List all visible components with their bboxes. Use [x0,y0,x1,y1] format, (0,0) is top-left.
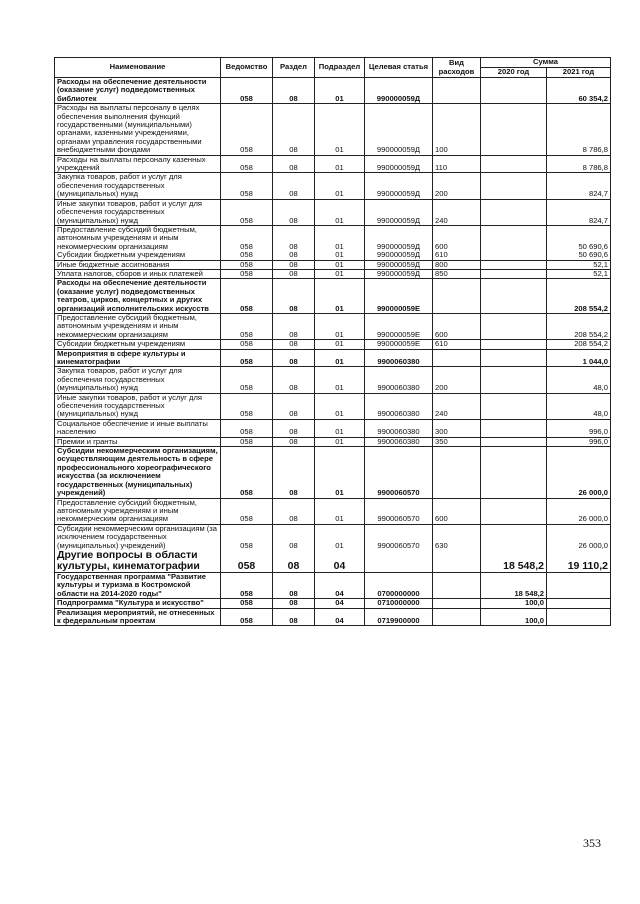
budget-sheet [54,57,611,626]
cell-subsection: 04 [315,572,365,598]
cell-section: 08 [273,572,315,598]
cell-target: 9900060380 [365,367,433,393]
cell-kind: 110 [433,155,481,173]
cell-dept: 058 [221,349,273,367]
cell-dept: 058 [221,447,273,498]
cell-dept: 058 [221,550,273,573]
cell-target: 0700000000 [365,572,433,598]
cell-name: Расходы на обеспечение деятельности (оказание услуг) подведомственных театров, цирков, концертных и других организаций исполнительских искусств [55,279,221,314]
cell-section: 08 [273,349,315,367]
cell-dept: 058 [221,155,273,173]
table-row [55,104,611,155]
cell-kind [433,279,481,314]
cell-subsection: 01 [315,393,365,419]
cell-dept: 058 [221,199,273,225]
cell-2021: 824,7 [547,173,611,199]
cell-2021: 26 000,0 [547,498,611,524]
cell-section: 08 [273,173,315,199]
cell-section: 08 [273,608,315,626]
cell-kind: 610 [433,340,481,349]
cell-kind: 240 [433,393,481,419]
cell-target [365,550,433,573]
header-2020: 2020 год [481,68,547,78]
table-row [55,550,611,573]
cell-dept: 058 [221,599,273,608]
cell-kind [433,447,481,498]
cell-2020 [481,104,547,155]
table-row [55,349,611,367]
cell-2020 [481,78,547,104]
cell-2020 [481,437,547,446]
cell-kind: 610 [433,251,481,260]
cell-dept: 058 [221,572,273,598]
cell-kind [433,608,481,626]
cell-kind [433,78,481,104]
cell-section: 08 [273,599,315,608]
cell-dept: 058 [221,340,273,349]
cell-kind: 600 [433,225,481,251]
cell-target: 990000059Е [365,279,433,314]
cell-section: 08 [273,340,315,349]
cell-2021: 1 044,0 [547,349,611,367]
cell-subsection: 01 [315,340,365,349]
cell-target: 9900060380 [365,437,433,446]
table-row [55,437,611,446]
cell-2021: 26 000,0 [547,524,611,550]
cell-name: Субсидии некоммерческим организациям (за исключением государственных (муниципальных) учреждений) [55,524,221,550]
cell-target: 990000059Д [365,78,433,104]
cell-kind: 600 [433,498,481,524]
cell-2021: 208 554,2 [547,340,611,349]
cell-target: 0710000000 [365,599,433,608]
cell-kind [433,572,481,598]
cell-target: 990000059Е [365,313,433,339]
table-row [55,225,611,251]
cell-2021: 824,7 [547,199,611,225]
cell-2020 [481,260,547,269]
cell-subsection: 01 [315,498,365,524]
cell-dept: 058 [221,393,273,419]
cell-kind: 200 [433,367,481,393]
cell-2020 [481,225,547,251]
cell-2020 [481,419,547,437]
cell-2021 [547,572,611,598]
cell-dept: 058 [221,173,273,199]
table-header [55,58,611,78]
header-target: Целевая статья [365,58,433,78]
cell-name: Уплата налогов, сборов и иных платежей [55,269,221,278]
cell-target: 990000059Д [365,251,433,260]
table-body [55,78,611,626]
table-row [55,447,611,498]
cell-2021: 26 000,0 [547,447,611,498]
cell-target: 9900060380 [365,419,433,437]
cell-section: 08 [273,437,315,446]
table-row [55,367,611,393]
cell-2021 [547,608,611,626]
cell-target: 990000059Д [365,269,433,278]
cell-subsection: 04 [315,550,365,573]
table-row [55,313,611,339]
cell-name: Закупка товаров, работ и услуг для обеспечения государственных (муниципальных) нужд [55,173,221,199]
cell-dept: 058 [221,313,273,339]
cell-target: 9900060570 [365,498,433,524]
cell-subsection: 01 [315,349,365,367]
table-row [55,251,611,260]
cell-2021: 52,1 [547,260,611,269]
header-dept: Ведомство [221,58,273,78]
cell-kind: 350 [433,437,481,446]
cell-kind: 200 [433,173,481,199]
cell-subsection: 01 [315,447,365,498]
cell-2020 [481,313,547,339]
cell-2021: 8 786,8 [547,104,611,155]
cell-target: 990000059Д [365,260,433,269]
cell-subsection: 01 [315,269,365,278]
cell-subsection: 01 [315,313,365,339]
cell-2020: 100,0 [481,608,547,626]
cell-section: 08 [273,225,315,251]
cell-target: 990000059Д [365,104,433,155]
table-row [55,498,611,524]
cell-2021: 8 786,8 [547,155,611,173]
cell-name: Реализация мероприятий, не отнесенных к федеральным проектам [55,608,221,626]
cell-dept: 058 [221,104,273,155]
cell-2020 [481,340,547,349]
cell-2021: 996,0 [547,419,611,437]
cell-name: Подпрограмма "Культура и искусство" [55,599,221,608]
header-section: Раздел [273,58,315,78]
cell-section: 08 [273,251,315,260]
cell-target: 990000059Д [365,155,433,173]
cell-dept: 058 [221,260,273,269]
cell-section: 08 [273,524,315,550]
cell-kind [433,599,481,608]
cell-section: 08 [273,550,315,573]
cell-dept: 058 [221,225,273,251]
cell-2021: 208 554,2 [547,279,611,314]
cell-2020: 18 548,2 [481,572,547,598]
cell-subsection: 01 [315,155,365,173]
table-row [55,269,611,278]
cell-target: 0719900000 [365,608,433,626]
cell-target: 9900060380 [365,349,433,367]
cell-2021: 52,1 [547,269,611,278]
cell-2021: 60 354,2 [547,78,611,104]
cell-2020 [481,279,547,314]
cell-section: 08 [273,393,315,419]
cell-target: 9900060570 [365,447,433,498]
cell-target: 990000059Д [365,173,433,199]
table-row [55,572,611,598]
cell-dept: 058 [221,419,273,437]
page-number: 353 [583,836,601,850]
cell-dept: 058 [221,498,273,524]
cell-subsection: 01 [315,260,365,269]
cell-2020 [481,349,547,367]
cell-name: Предоставление субсидий бюджетным, автономным учреждениям и иным некоммерческим организациям [55,225,221,251]
cell-dept: 058 [221,608,273,626]
cell-target: 9900060380 [365,393,433,419]
cell-kind [433,550,481,573]
cell-name: Премии и гранты [55,437,221,446]
table-row [55,199,611,225]
cell-2020 [481,173,547,199]
cell-name: Закупка товаров, работ и услуг для обеспечения государственных (муниципальных) нужд [55,367,221,393]
cell-name: Субсидии бюджетным учреждениям [55,340,221,349]
cell-kind: 800 [433,260,481,269]
cell-kind: 240 [433,199,481,225]
cell-subsection: 01 [315,367,365,393]
cell-2020 [481,498,547,524]
table-row [55,340,611,349]
cell-dept: 058 [221,251,273,260]
cell-subsection: 04 [315,599,365,608]
cell-2020 [481,524,547,550]
table-row [55,393,611,419]
cell-subsection: 01 [315,225,365,251]
cell-subsection: 01 [315,524,365,550]
table-row [55,524,611,550]
cell-2021: 50 690,6 [547,225,611,251]
cell-subsection: 04 [315,608,365,626]
cell-target: 9900060570 [365,524,433,550]
cell-name: Расходы на выплаты персоналу казенных учреждений [55,155,221,173]
budget-table [54,57,611,626]
cell-2021: 208 554,2 [547,313,611,339]
cell-section: 08 [273,199,315,225]
header-sum: Сумма [481,58,611,68]
cell-subsection: 01 [315,173,365,199]
table-row [55,608,611,626]
cell-kind: 630 [433,524,481,550]
cell-name: Предоставление субсидий бюджетным, автономным учреждениям и иным некоммерческим организациям [55,498,221,524]
cell-kind: 100 [433,104,481,155]
cell-subsection: 01 [315,437,365,446]
cell-2020 [481,367,547,393]
cell-name: Субсидии бюджетным учреждениям [55,251,221,260]
cell-section: 08 [273,498,315,524]
cell-kind [433,349,481,367]
cell-section: 08 [273,279,315,314]
cell-section: 08 [273,367,315,393]
header-name: Наименование [55,58,221,78]
cell-target: 990000059Д [365,199,433,225]
cell-2021: 19 110,2 [547,550,611,573]
cell-subsection: 01 [315,104,365,155]
cell-subsection: 01 [315,78,365,104]
cell-name: Иные закупки товаров, работ и услуг для обеспечения государственных (муниципальных) нужд [55,199,221,225]
cell-section: 08 [273,78,315,104]
header-2021: 2021 год [547,68,611,78]
cell-2020 [481,447,547,498]
cell-name: Государственная программа "Развитие культуры и туризма в Костромской области на 2014-2020 годы" [55,572,221,598]
cell-section: 08 [273,419,315,437]
cell-subsection: 01 [315,419,365,437]
cell-2020 [481,251,547,260]
header-kind: Вид расходов [433,58,481,78]
cell-2020: 100,0 [481,599,547,608]
cell-kind: 600 [433,313,481,339]
cell-section: 08 [273,269,315,278]
cell-2021 [547,599,611,608]
cell-section: 08 [273,155,315,173]
cell-section: 08 [273,313,315,339]
cell-section: 08 [273,447,315,498]
cell-name: Предоставление субсидий бюджетным, автономным учреждениям и иным некоммерческим организациям [55,313,221,339]
cell-2021: 48,0 [547,367,611,393]
cell-name: Иные закупки товаров, работ и услуг для обеспечения государственных (муниципальных) нужд [55,393,221,419]
cell-2020 [481,155,547,173]
cell-kind: 300 [433,419,481,437]
cell-2021: 48,0 [547,393,611,419]
cell-name: Другие вопросы в области культуры, кинематографии [55,550,221,573]
cell-name: Субсидии некоммерческим организациям, осуществляющим деятельность в сфере профессионального хореографического искусства (за исключением государственных (муниципальных) учреждений) [55,447,221,498]
cell-section: 08 [273,260,315,269]
cell-subsection: 01 [315,251,365,260]
cell-target: 990000059Д [365,225,433,251]
table-row [55,78,611,104]
table-row [55,419,611,437]
cell-dept: 058 [221,78,273,104]
cell-section: 08 [273,104,315,155]
cell-subsection: 01 [315,199,365,225]
cell-dept: 058 [221,367,273,393]
table-row [55,155,611,173]
cell-name: Иные бюджетные ассигнования [55,260,221,269]
cell-target: 990000059Е [365,340,433,349]
cell-2020 [481,393,547,419]
cell-2020 [481,199,547,225]
cell-2021: 50 690,6 [547,251,611,260]
cell-dept: 058 [221,524,273,550]
cell-2021: 996,0 [547,437,611,446]
cell-dept: 058 [221,279,273,314]
cell-name: Социальное обеспечение и иные выплаты населению [55,419,221,437]
header-subsection: Подраздел [315,58,365,78]
cell-kind: 850 [433,269,481,278]
table-row [55,599,611,608]
cell-name: Мероприятия в сфере культуры и кинематографии [55,349,221,367]
cell-dept: 058 [221,437,273,446]
cell-name: Расходы на выплаты персоналу в целях обеспечения выполнения функций государственными (муниципальными) органами, казенными учреждениями, органами управления государственными внебюджетными фондами [55,104,221,155]
table-row [55,173,611,199]
cell-dept: 058 [221,269,273,278]
cell-name: Расходы на обеспечение деятельности (оказание услуг) подведомственных библиотек [55,78,221,104]
table-row [55,260,611,269]
cell-2020: 18 548,2 [481,550,547,573]
cell-subsection: 01 [315,279,365,314]
table-row [55,279,611,314]
cell-2020 [481,269,547,278]
